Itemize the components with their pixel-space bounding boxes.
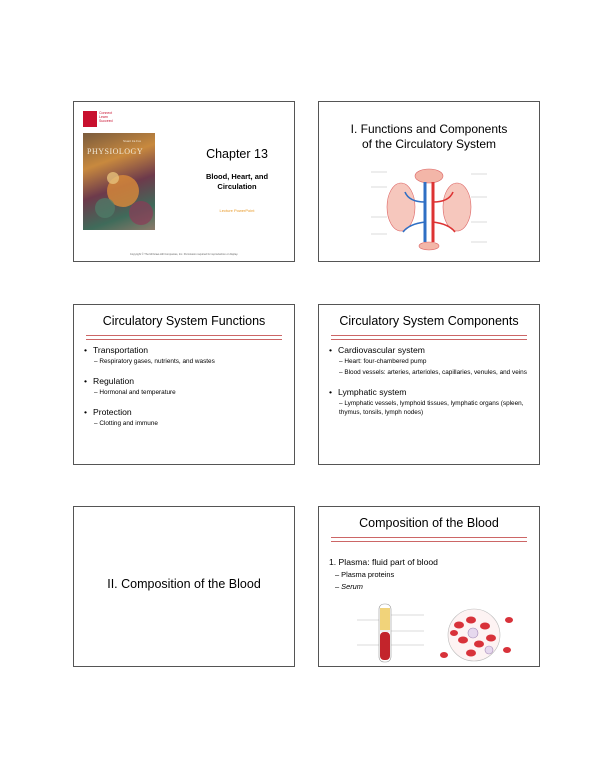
bullet-list [84,343,288,428]
sub-bullet: – Blood vessels: arteries, arterioles, capillaries, venules, and veins [339,369,527,376]
slide-5 [73,506,295,667]
bullet-item: • Regulation [84,376,135,386]
title-rule [331,537,527,542]
cover-author: Stuart Ira Fox [123,139,142,143]
cover-title: PHYSIOLOGY [87,147,144,156]
list-item: 1. Plasma: fluid part of blood [329,557,438,567]
cover-artwork [83,133,155,230]
slide-title: Circulatory System Components [339,314,519,328]
slide-3 [73,304,295,465]
blood-composition-figure [349,600,519,665]
chapter-title: Chapter 13 [206,147,268,161]
bullet-item: • Lymphatic system [329,387,407,397]
slide-title: Composition of the Blood [359,516,499,530]
slide-4 [318,304,540,465]
sub-bullet: – Serum [335,582,363,591]
sub-bullet: – Heart: four-chambered pump [339,358,427,365]
sub-bullet: – Hormonal and temperature [94,389,176,396]
title-rule [331,335,527,340]
lecture-label: Lecture PowerPoint [219,208,255,213]
publisher-logo [83,111,97,127]
sub-bullet: – Lymphatic vessels, lymphoid tissues, lymphatic organs (spleen, thymus, tonsils, lymph nodes) [339,400,524,416]
bullet-item: • Cardiovascular system [329,345,425,355]
chapter-subtitle: Blood, Heart, and Circulation [205,172,269,191]
sub-bullet: – Clotting and immune [94,420,158,427]
sub-bullet: – Respiratory gases, nutrients, and wastes [94,358,215,365]
bullet-item: • Transportation [84,345,149,355]
bullet-item: • Protection [84,407,132,417]
book-cover-image [83,133,155,230]
slide-1 [73,101,295,262]
slide-2 [318,101,540,262]
copyright-note: Copyright © The McGraw-Hill Companies, Inc. Permission required for reproduction or display. [129,253,239,256]
slide-6 [318,506,540,667]
sub-bullet: – Plasma proteins [335,570,395,579]
logo-text: Connect Learn Succeed [99,111,113,123]
slide-title: Circulatory System Functions [102,314,266,328]
bullet-list [329,343,533,417]
circulation-diagram [369,162,489,252]
numbered-list [329,557,438,591]
section-title: II. Composition of the Blood [107,577,261,591]
title-rule [86,335,282,340]
slide-title: I. Functions and Components of the Circulatory System [350,122,508,151]
